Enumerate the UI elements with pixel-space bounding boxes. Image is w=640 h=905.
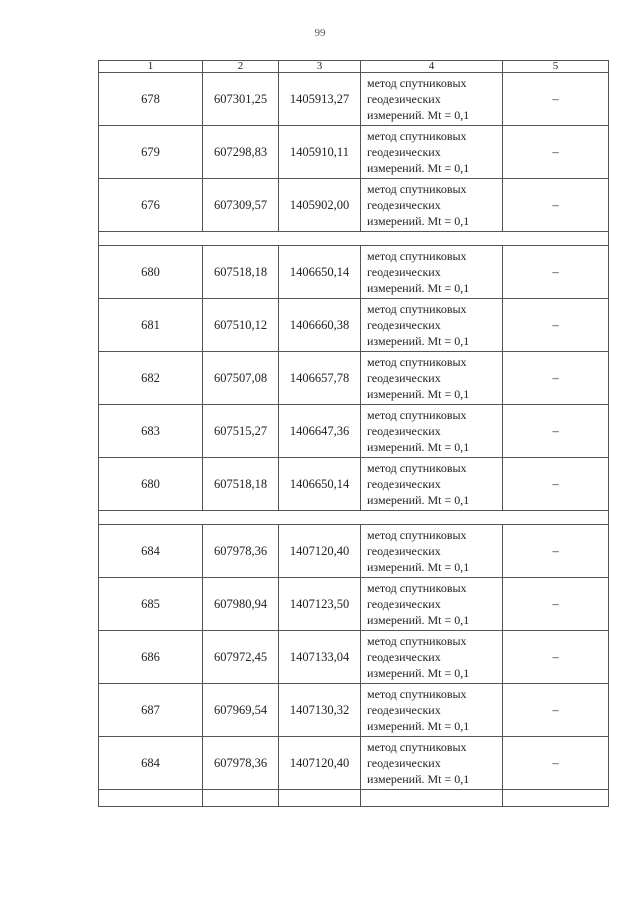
method-line: метод спутниковых: [367, 182, 467, 196]
y-coordinate-cell: 1407120,40: [279, 737, 361, 790]
method-line: геодезических: [367, 371, 441, 385]
method-line: геодезических: [367, 544, 441, 558]
y-coordinate-cell: 1407130,32: [279, 684, 361, 737]
method-line: измерений. Mt = 0,1: [367, 613, 470, 627]
method-line: измерений. Mt = 0,1: [367, 719, 470, 733]
point-number-cell: 678: [99, 73, 203, 126]
table-row: [99, 126, 609, 179]
method-line: метод спутниковых: [367, 302, 467, 316]
x-coordinate-cell: 607309,57: [203, 179, 279, 232]
y-coordinate-cell: 1406650,14: [279, 246, 361, 299]
column-5-cell: –: [503, 737, 609, 790]
y-coordinate-cell: 1406647,36: [279, 405, 361, 458]
method-cell: [361, 299, 503, 352]
y-coordinate-cell: 1407123,50: [279, 578, 361, 631]
table-body: [99, 61, 609, 807]
page-number: 99: [314, 27, 326, 39]
x-coordinate-cell: 607972,45: [203, 631, 279, 684]
method-cell: [361, 737, 503, 790]
y-coordinate-cell: 1407133,04: [279, 631, 361, 684]
point-number-cell: 684: [99, 737, 203, 790]
point-number-cell: 684: [99, 525, 203, 578]
table-row: [99, 578, 609, 631]
x-coordinate-cell: 607518,18: [203, 246, 279, 299]
method-line: геодезических: [367, 756, 441, 770]
table-row: [99, 299, 609, 352]
header-cell-2: 2: [203, 61, 279, 73]
table-row: [99, 525, 609, 578]
method-line: метод спутниковых: [367, 740, 467, 754]
x-coordinate-cell: 607298,83: [203, 126, 279, 179]
method-line: измерений. Mt = 0,1: [367, 161, 470, 175]
column-5-cell: –: [503, 631, 609, 684]
method-line: метод спутниковых: [367, 528, 467, 542]
coordinates-table: [98, 60, 609, 807]
method-line: измерений. Mt = 0,1: [367, 772, 470, 786]
x-coordinate-cell: 607980,94: [203, 578, 279, 631]
point-number-cell: 676: [99, 179, 203, 232]
method-line: геодезических: [367, 198, 441, 212]
point-number-cell: 679: [99, 126, 203, 179]
x-coordinate-cell: 607518,18: [203, 458, 279, 511]
method-line: геодезических: [367, 477, 441, 491]
method-line: метод спутниковых: [367, 355, 467, 369]
method-cell: [361, 246, 503, 299]
table-row: [99, 405, 609, 458]
method-line: измерений. Mt = 0,1: [367, 108, 470, 122]
point-number-cell: 683: [99, 405, 203, 458]
point-number-cell: 682: [99, 352, 203, 405]
table-row: [99, 737, 609, 790]
y-coordinate-cell: 1405902,00: [279, 179, 361, 232]
column-5-cell: –: [503, 578, 609, 631]
method-cell: [361, 126, 503, 179]
method-line: измерений. Mt = 0,1: [367, 666, 470, 680]
column-5-cell: –: [503, 525, 609, 578]
column-5-cell: –: [503, 73, 609, 126]
x-coordinate-cell: 607978,36: [203, 737, 279, 790]
column-5-cell: –: [503, 684, 609, 737]
y-coordinate-cell: 1405913,27: [279, 73, 361, 126]
method-cell: [361, 458, 503, 511]
x-coordinate-cell: 607978,36: [203, 525, 279, 578]
point-number-cell: 681: [99, 299, 203, 352]
method-line: измерений. Mt = 0,1: [367, 560, 470, 574]
y-coordinate-cell: 1406650,14: [279, 458, 361, 511]
method-cell: [361, 578, 503, 631]
method-line: геодезических: [367, 597, 441, 611]
method-line: метод спутниковых: [367, 461, 467, 475]
x-coordinate-cell: 607515,27: [203, 405, 279, 458]
column-5-cell: –: [503, 299, 609, 352]
header-cell-3: 3: [279, 61, 361, 73]
separator-cell: [99, 232, 609, 246]
method-line: геодезических: [367, 703, 441, 717]
method-cell: [361, 352, 503, 405]
method-line: метод спутниковых: [367, 129, 467, 143]
method-cell: [361, 684, 503, 737]
table-row: [99, 352, 609, 405]
column-5-cell: –: [503, 352, 609, 405]
method-line: измерений. Mt = 0,1: [367, 334, 470, 348]
header-row: [99, 61, 609, 73]
point-number-cell: 680: [99, 246, 203, 299]
separator-row: [99, 232, 609, 246]
separator-cell: [99, 511, 609, 525]
x-coordinate-cell: 607510,12: [203, 299, 279, 352]
method-cell: [361, 73, 503, 126]
table-row: [99, 684, 609, 737]
trailing-cell: [503, 790, 609, 807]
method-cell: [361, 405, 503, 458]
header-cell-1: 1: [99, 61, 203, 73]
table-row: [99, 246, 609, 299]
method-line: метод спутниковых: [367, 687, 467, 701]
trailing-cell: [99, 790, 203, 807]
trailing-cell: [279, 790, 361, 807]
method-line: геодезических: [367, 318, 441, 332]
y-coordinate-cell: 1406660,38: [279, 299, 361, 352]
method-line: метод спутниковых: [367, 634, 467, 648]
separator-row: [99, 511, 609, 525]
method-line: геодезических: [367, 145, 441, 159]
table-row: [99, 631, 609, 684]
method-line: измерений. Mt = 0,1: [367, 281, 470, 295]
method-cell: [361, 179, 503, 232]
point-number-cell: 687: [99, 684, 203, 737]
method-line: геодезических: [367, 424, 441, 438]
y-coordinate-cell: 1406657,78: [279, 352, 361, 405]
method-line: измерений. Mt = 0,1: [367, 493, 470, 507]
method-cell: [361, 525, 503, 578]
method-line: измерений. Mt = 0,1: [367, 214, 470, 228]
column-5-cell: –: [503, 458, 609, 511]
method-line: измерений. Mt = 0,1: [367, 387, 470, 401]
point-number-cell: 685: [99, 578, 203, 631]
method-line: метод спутниковых: [367, 581, 467, 595]
x-coordinate-cell: 607969,54: [203, 684, 279, 737]
method-line: геодезических: [367, 650, 441, 664]
header-cell-4: 4: [361, 61, 503, 73]
trailing-cell: [361, 790, 503, 807]
trailing-row: [99, 790, 609, 807]
method-line: метод спутниковых: [367, 249, 467, 263]
y-coordinate-cell: 1405910,11: [279, 126, 361, 179]
method-line: метод спутниковых: [367, 76, 467, 90]
column-5-cell: –: [503, 126, 609, 179]
column-5-cell: –: [503, 246, 609, 299]
method-line: геодезических: [367, 92, 441, 106]
x-coordinate-cell: 607507,08: [203, 352, 279, 405]
header-cell-5: 5: [503, 61, 609, 73]
table-row: [99, 179, 609, 232]
table-row: [99, 73, 609, 126]
table-row: [99, 458, 609, 511]
column-5-cell: –: [503, 179, 609, 232]
method-line: измерений. Mt = 0,1: [367, 440, 470, 454]
x-coordinate-cell: 607301,25: [203, 73, 279, 126]
y-coordinate-cell: 1407120,40: [279, 525, 361, 578]
point-number-cell: 680: [99, 458, 203, 511]
method-line: метод спутниковых: [367, 408, 467, 422]
trailing-cell: [203, 790, 279, 807]
method-line: геодезических: [367, 265, 441, 279]
column-5-cell: –: [503, 405, 609, 458]
point-number-cell: 686: [99, 631, 203, 684]
method-cell: [361, 631, 503, 684]
